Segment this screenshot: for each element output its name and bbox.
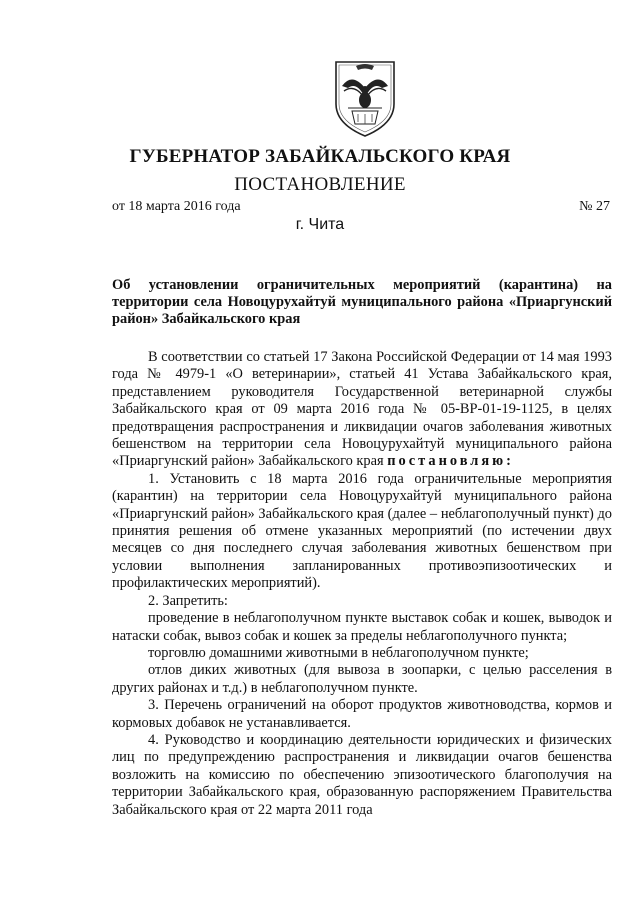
document-date: от 18 марта 2016 года — [112, 199, 241, 214]
coat-of-arms-icon — [330, 58, 400, 138]
document-number: № 27 — [579, 199, 610, 214]
decree-word: постановляю: — [387, 453, 514, 470]
clause-2: 2. Запретить: — [148, 592, 228, 609]
clause-1: 1. Установить с 18 марта 2016 года ограничительные мероприятия (карантин) на территории села Новоцурухайтуй муниципального района «Приаргунский район» Забайкальского края (далее – неблагополучный пункт) до принятия решения об отмене указанных мероприятий (по истечении двух месяцев со дня последнего случая заболевания животных бешенством при условии выполнения запланированных противоэпизоотических и профилактических мероприятий). — [112, 470, 612, 592]
preamble-text: В соответствии со статьей 17 Закона Российской Федерации от 14 мая 1993 года № 4979-1 «О ветеринарии», статьей 41 Устава Забайкальского края, представлением руководителя Государственной ветеринарной службы Забайкальского края от 09 марта 2016 года № 05-ВР-01-19-1125, в целях предотвращения распространения и ликвидации очагов заболевания животных бешенством на территории села Новоцурухайтуй муниципального района «Приаргунский район» Забайкальского края — [112, 349, 612, 470]
document-heading: Об установлении ограничительных мероприятий (карантина) на территории села Новоцурухайтуй муниципального района «Приаргунский район» Забайкальского края — [112, 277, 612, 327]
document-body — [112, 349, 612, 819]
document-type: ПОСТАНОВЛЕНИЕ — [234, 174, 406, 195]
authority-title: ГУБЕРНАТОР ЗАБАЙКАЛЬСКОГО КРАЯ — [129, 146, 511, 167]
clause-4: 4. Руководство и координацию деятельности юридических и физических лиц по предупреждению распространения и ликвидации очагов бешенства возложить на комиссию по обеспечению эпизоотического благополучия на территории Забайкальского края, образованную распоряжением Правительства Забайкальского края от 22 марта 2011 года — [112, 731, 612, 818]
clause-2-item-2: торговлю домашними животными в неблагополучном пункте; — [148, 644, 529, 661]
clause-3: 3. Перечень ограничений на оборот продуктов животноводства, кормов и кормовых добавок не устанавливается. — [112, 697, 612, 731]
document-city: г. Чита — [295, 216, 345, 233]
clause-2-item-3: отлов диких животных (для вывоза в зоопарки, с целью расселения в других районах и т.д.) в неблагополучном пункте. — [112, 662, 612, 696]
clause-2-item-1: проведение в неблагополучном пункте выставок собак и кошек, выводок и натаски собак, вывоз собак и кошек за пределы неблагополучного пункта; — [112, 610, 612, 644]
preamble-paragraph — [112, 349, 612, 471]
